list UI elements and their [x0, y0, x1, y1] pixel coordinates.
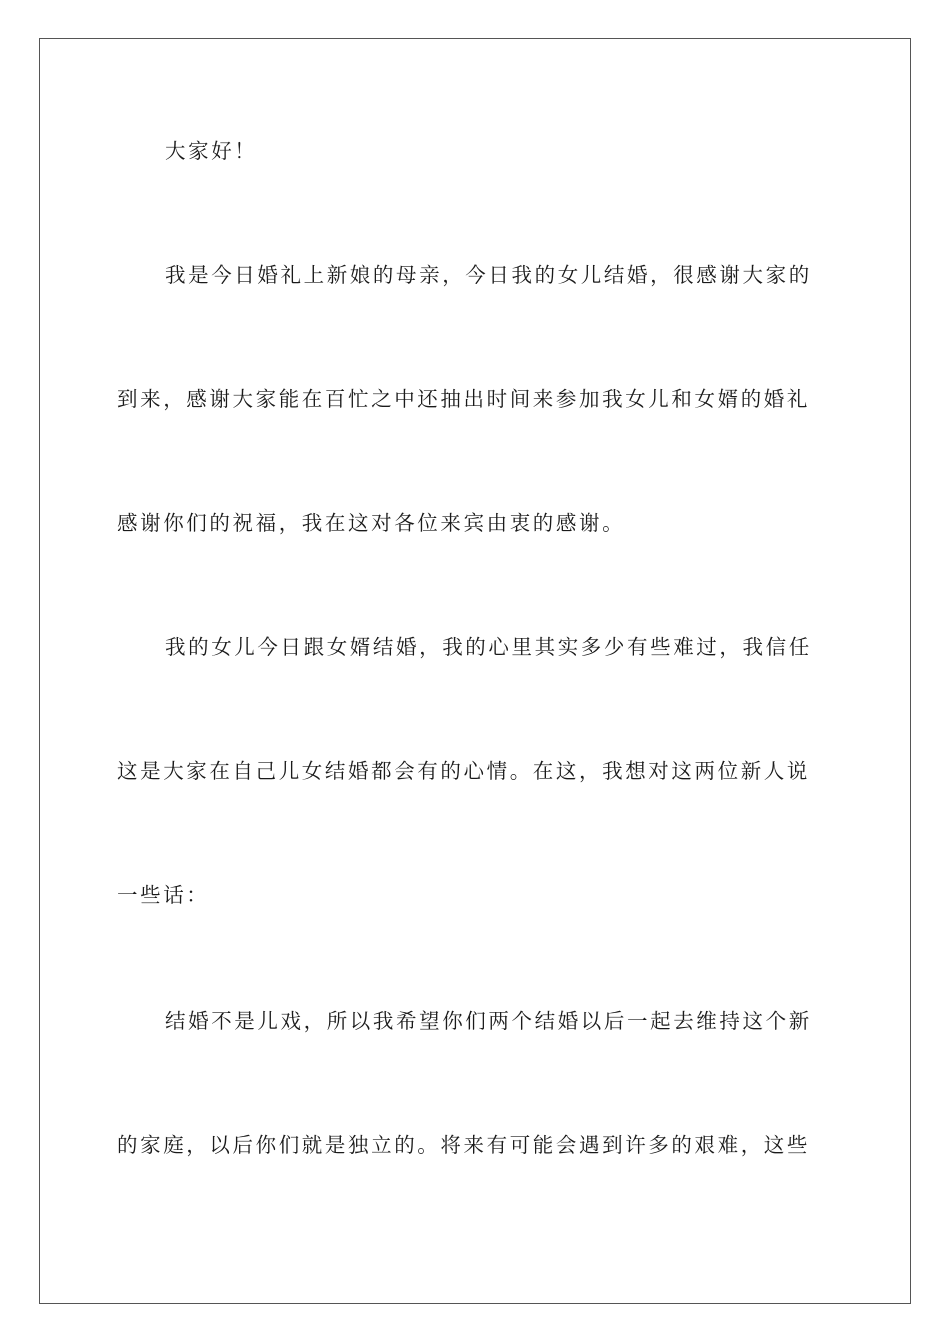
document-body [117, 0, 837, 1344]
paragraph-2-line-2: 这是大家在自己儿女结婚都会有的心情。在这，我想对这两位新人说 [117, 759, 810, 783]
paragraph-1-line-1: 我是今日婚礼上新娘的母亲，今日我的女儿结婚，很感谢大家的 [165, 263, 812, 287]
paragraph-3-line-1: 结婚不是儿戏，所以我希望你们两个结婚以后一起去维持这个新 [165, 1009, 812, 1033]
paragraph-1-line-2: 到来，感谢大家能在百忙之中还抽出时间来参加我女儿和女婿的婚礼 [117, 387, 810, 411]
greeting-line: 大家好！ [165, 139, 258, 163]
paragraph-2-line-1: 我的女儿今日跟女婿结婚，我的心里其实多少有些难过，我信任 [165, 635, 812, 659]
paragraph-1-line-3: 感谢你们的祝福，我在这对各位来宾由衷的感谢。 [117, 511, 626, 535]
paragraph-2-line-3: 一些话： [117, 883, 210, 907]
paragraph-3-line-2: 的家庭，以后你们就是独立的。将来有可能会遇到许多的艰难，这些 [117, 1133, 810, 1157]
